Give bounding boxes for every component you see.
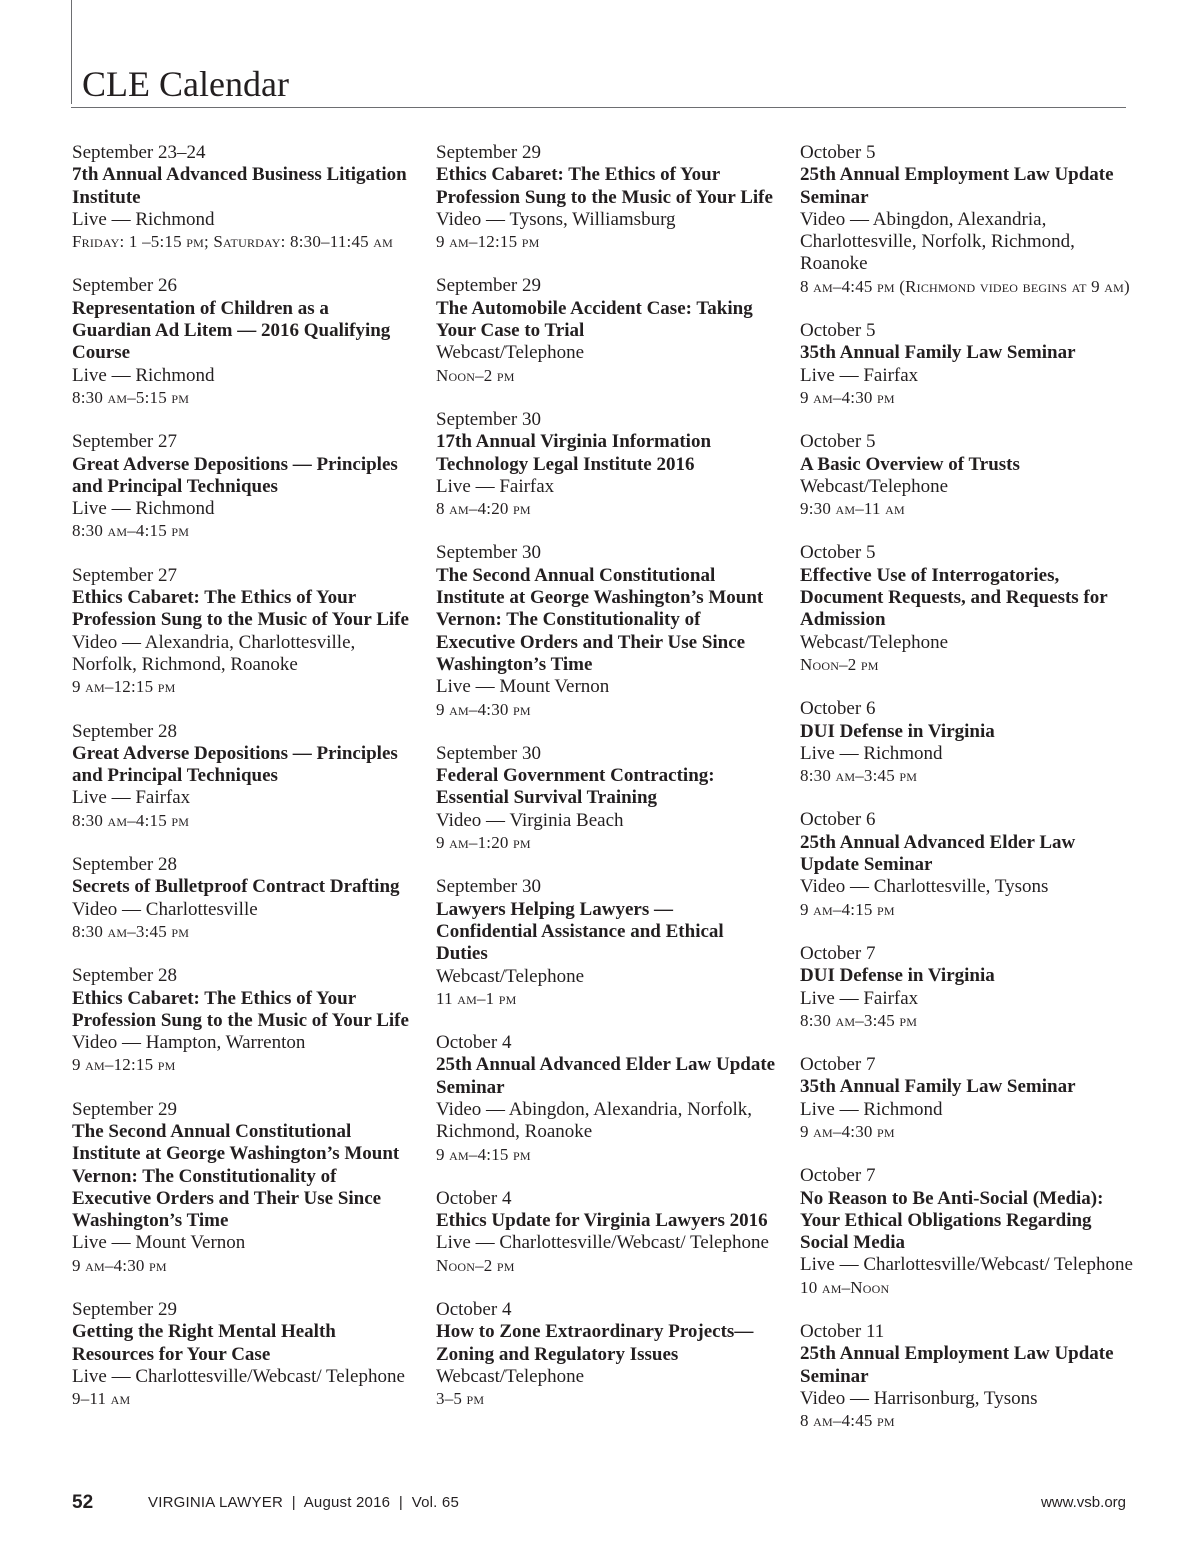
header-vertical-rule [71,0,72,104]
page-title: CLE Calendar [82,64,289,104]
calendar-event [72,854,412,943]
event-date: October 5 [800,431,876,453]
event-time: 8 am–4:20 pm [436,499,531,519]
event-date: September 30 [436,542,542,564]
calendar-event [72,1099,412,1277]
event-date: September 30 [436,408,542,430]
event-location: Webcast/Telephone [800,631,949,653]
calendar-event [436,275,776,386]
page-number: 52 [72,1492,94,1513]
calendar-event [800,943,1135,1032]
event-title: 17th Annual Virginia Information Technology Legal Institute 2016 [436,431,712,475]
calendar-event [72,965,412,1076]
calendar-event [436,409,776,520]
event-date: September 29 [72,1299,178,1321]
event-location: Video — Tysons, Williamsburg [436,208,676,230]
event-location: Video — Harrisonburg, Tysons [800,1387,1038,1409]
event-location: Video — Charlottesville [72,898,258,920]
calendar-event [436,876,776,1010]
event-location: Live — Fairfax [72,787,191,809]
event-time: 8:30 am–4:15 pm [72,810,190,830]
calendar-event [800,142,1135,298]
event-location: Live — Richmond [72,208,215,230]
event-title: DUI Defense in Virginia [800,720,995,742]
event-title: Ethics Cabaret: The Ethics of Your Profession Sung to the Music of Your Life [72,987,409,1031]
event-date: October 6 [800,698,876,720]
calendar-column-1 [72,142,412,1433]
event-date: September 23–24 [72,142,206,163]
event-location: Webcast/Telephone [436,965,585,987]
event-title: A Basic Overview of Trusts [800,453,1020,475]
event-location: Live — Richmond [72,498,215,520]
event-location: Live — Richmond [72,364,215,386]
event-time: 9 am–12:15 pm [72,1055,176,1075]
event-location: Live — Mount Vernon [72,1232,246,1254]
calendar-event [800,320,1135,409]
event-time: 9 am–4:15 pm [800,899,895,919]
event-time: 11 am–1 pm [436,988,517,1008]
event-date: October 5 [800,320,876,342]
event-time: Friday: 1 –5:15 pm; Saturday: 8:30–11:45 am [72,232,394,252]
calendar-event [72,275,412,409]
event-location: Live — Fairfax [436,475,555,497]
event-title: Great Adverse Depositions — Principles and Principal Techniques [72,453,398,497]
publication-info: VIRGINIA LAWYER | August 2016 | Vol. 65 [148,1494,459,1511]
event-title: Federal Government Contracting: Essential Survival Training [436,765,715,809]
event-time: Noon–2 pm [436,365,515,385]
event-location: Live — Fairfax [800,364,919,386]
event-location: Live — Charlottesville/Webcast/ Telephone [72,1365,405,1387]
event-date: September 29 [72,1098,178,1120]
event-date: September 26 [72,275,178,297]
calendar-event [72,142,412,253]
event-date: October 4 [436,1299,512,1321]
event-title: Lawyers Helping Lawyers — Confidential Assistance and Ethical Duties [436,898,724,965]
event-date: September 27 [72,564,178,586]
calendar-event [72,431,412,542]
event-time: 8:30 am–3:45 pm [800,1010,918,1030]
website-link[interactable]: www.vsb.org [1040,1494,1126,1511]
event-date: September 29 [436,275,542,297]
calendar-event [72,1299,412,1410]
event-time: 9:30 am–11 am [800,499,905,519]
calendar-event [72,565,412,699]
event-time: 8:30 am–5:15 pm [72,387,190,407]
calendar-event [800,698,1135,787]
calendar-event [436,1299,776,1410]
event-location: Webcast/Telephone [436,342,585,364]
event-location: Live — Mount Vernon [436,676,610,698]
event-date: October 7 [800,942,876,964]
event-location: Live — Richmond [800,1098,943,1120]
event-time: 9–11 am [72,1389,131,1409]
calendar-event [800,1321,1135,1432]
calendar-column-2 [436,142,776,1433]
event-time: 9 am–4:30 pm [436,699,531,719]
event-location: Webcast/Telephone [800,475,949,497]
event-date: October 5 [800,542,876,564]
event-time: 8 am–4:45 pm [800,1411,895,1431]
event-title: Representation of Children as a Guardian Ad Litem — 2016 Qualifying Course [72,297,391,364]
calendar-event [800,809,1135,920]
page-footer [72,1492,1126,1518]
event-location: Live — Charlottesville/Webcast/ Telephone [436,1232,769,1254]
event-date: October 5 [800,142,876,163]
event-title: The Second Annual Constitutional Institute at George Washington’s Mount Vernon: The Constitutionality of Executive Orders and Their Use Since Washington’s Time [72,1120,400,1232]
event-time: 9 am–1:20 pm [436,833,531,853]
event-date: September 29 [436,142,542,163]
event-time: Noon–2 pm [800,654,879,674]
event-location: Video — Virginia Beach [436,809,624,831]
event-time: 8 am–4:45 pm (Richmond video begins at 9 am) [800,276,1130,296]
event-time: 8:30 am–3:45 pm [800,766,918,786]
event-title: 35th Annual Family Law Seminar [800,342,1076,364]
event-date: September 28 [72,720,178,742]
event-time: 8:30 am–4:15 pm [72,521,190,541]
event-title: The Second Annual Constitutional Institute at George Washington’s Mount Vernon: The Constitutionality of Executive Orders and Their Use Since Washington’s Time [436,564,764,675]
event-title: No Reason to Be Anti-Social (Media): Your Ethical Obligations Regarding Social Media [800,1187,1104,1254]
event-time: 9 am–12:15 pm [72,677,176,697]
event-date: September 28 [72,854,178,876]
event-location: Video — Charlottesville, Tysons [800,876,1049,898]
event-title: 7th Annual Advanced Business Litigation Institute [72,164,407,208]
event-date: September 28 [72,965,178,987]
event-title: Secrets of Bulletproof Contract Drafting [72,876,400,898]
event-location: Video — Abingdon, Alexandria, Norfolk, Richmond, Roanoke [436,1098,753,1143]
event-title: How to Zone Extraordinary Projects— Zoning and Regulatory Issues [436,1321,754,1365]
calendar-event [436,542,776,720]
calendar-event [72,721,412,832]
calendar-event [800,431,1135,520]
event-title: DUI Defense in Virginia [800,965,995,987]
event-title: 25th Annual Advanced Elder Law Update Seminar [436,1054,776,1098]
event-title: 25th Annual Employment Law Update Seminar [800,164,1114,208]
event-title: The Automobile Accident Case: Taking Your Case to Trial [436,297,753,342]
event-location: Video — Hampton, Warrenton [72,1032,306,1054]
event-time: 9 am–4:30 pm [800,1121,895,1141]
event-time: 9 am–12:15 pm [436,232,540,252]
event-time: 9 am–4:30 pm [72,1255,167,1275]
event-time: 9 am–4:15 pm [436,1144,531,1164]
event-time: 9 am–4:30 pm [800,387,895,407]
calendar-column-3 [800,142,1135,1455]
event-title: Great Adverse Depositions — Principles and Principal Techniques [72,742,398,787]
event-location: Webcast/Telephone [436,1365,585,1387]
event-title: Effective Use of Interrogatories, Document Requests, and Requests for Admission [800,564,1108,631]
event-date: October 4 [436,1187,512,1209]
event-title: 35th Annual Family Law Seminar [800,1076,1076,1098]
event-date: October 4 [436,1032,512,1054]
event-time: 10 am–Noon [800,1277,890,1297]
event-date: October 7 [800,1054,876,1076]
event-title: 25th Annual Advanced Elder Law Update Seminar [800,831,1076,876]
event-date: October 7 [800,1165,876,1187]
event-date: September 30 [436,876,542,898]
calendar-event [436,1188,776,1277]
event-location: Live — Fairfax [800,987,919,1009]
event-date: October 6 [800,809,876,831]
event-title: 25th Annual Employment Law Update Seminar [800,1343,1114,1387]
calendar-event [436,1032,776,1166]
calendar-event [436,743,776,854]
event-title: Getting the Right Mental Health Resources for Your Case [72,1321,336,1365]
event-time: Noon–2 pm [436,1255,515,1275]
calendar-event [800,1054,1135,1143]
event-title: Ethics Cabaret: The Ethics of Your Profession Sung to the Music of Your Life [72,587,409,631]
event-date: September 27 [72,431,178,453]
event-date: September 30 [436,742,542,764]
event-location: Video — Abingdon, Alexandria, Charlottesville, Norfolk, Richmond, Roanoke [800,208,1075,275]
header-horizontal-rule [71,107,1126,108]
event-title: Ethics Update for Virginia Lawyers 2016 [436,1210,768,1232]
event-title: Ethics Cabaret: The Ethics of Your Profession Sung to the Music of Your Life [436,164,773,208]
event-location: Live — Richmond [800,742,943,764]
event-time: 8:30 am–3:45 pm [72,921,190,941]
event-time: 3–5 pm [436,1389,485,1409]
calendar-event [800,1165,1135,1299]
calendar-event [800,542,1135,676]
event-location: Live — Charlottesville/Webcast/ Telephone [800,1254,1133,1276]
event-location: Video — Alexandria, Charlottesville, Norfolk, Richmond, Roanoke [72,631,356,675]
calendar-event [436,142,776,253]
event-date: October 11 [800,1321,885,1343]
